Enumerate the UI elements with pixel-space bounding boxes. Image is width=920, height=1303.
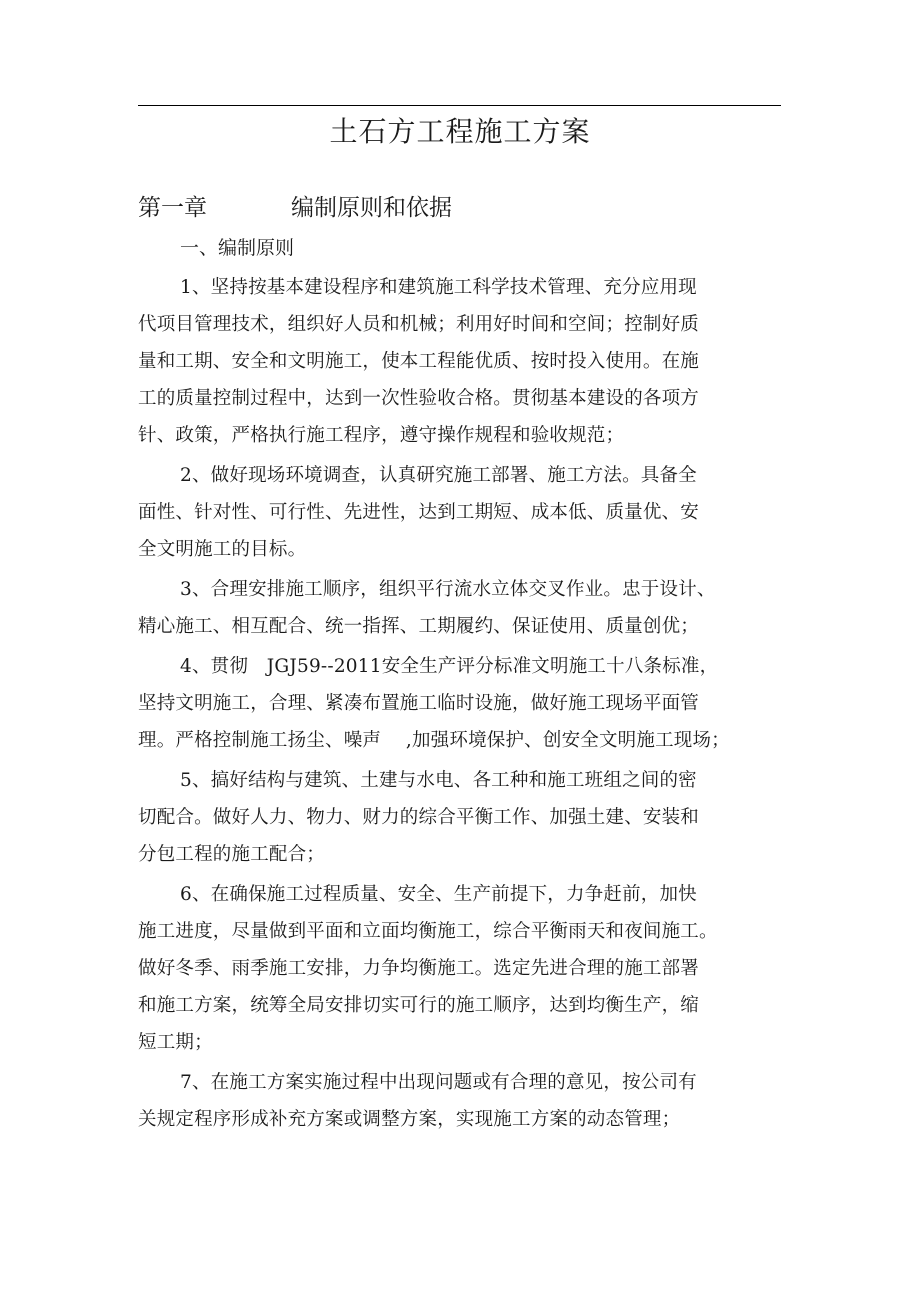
paragraph-line: 做好冬季、雨季施工安排，力争均衡施工。选定先进合理的施工部署 <box>138 958 700 979</box>
paragraph-line: 针、政策，严格执行施工程序，遵守操作规程和验收规范； <box>138 425 625 446</box>
paragraph-line: 5、搞好结构与建筑、土建与水电、各工种和施工班组之间的密 <box>180 770 697 791</box>
paragraph-line: 量和工期、安全和文明施工，使本工程能优质、按时投入使用。在施 <box>138 351 700 372</box>
paragraph-7 <box>138 1064 781 1138</box>
paragraph-line: 1、坚持按基本建设程序和建筑施工科学技术管理、充分应用现 <box>180 277 697 298</box>
paragraph-line: 和施工方案，统筹全局安排切实可行的施工顺序，达到均衡生产，缩 <box>138 995 700 1016</box>
paragraph-3 <box>138 571 781 645</box>
paragraph-line: 工的质量控制过程中，达到一次性验收合格。贯彻基本建设的各项方 <box>138 388 700 409</box>
document-body <box>138 269 781 1141</box>
paragraph-1 <box>138 269 781 454</box>
document-title: 土石方工程施工方案 <box>329 115 591 148</box>
paragraph-line: 3、合理安排施工顺序，组织平行流水立体交叉作业。忠于设计、 <box>180 579 716 600</box>
paragraph-line: 精心施工、相互配合、统一指挥、工期履约、保证使用、质量创优； <box>138 616 700 637</box>
paragraph-line: 4、贯彻 JGJ59--2011安全生产评分标准文明施工十八条标准， <box>180 656 719 677</box>
section-heading: 一、编制原则 <box>180 237 295 259</box>
paragraph-line: 代项目管理技术，组织好人员和机械；利用好时间和空间；控制好质 <box>138 314 700 335</box>
paragraph-2 <box>138 457 781 568</box>
chapter-heading <box>138 190 452 226</box>
header-rule <box>138 105 781 106</box>
chapter-number: 第一章 <box>138 195 207 221</box>
paragraph-line: 短工期； <box>138 1032 213 1053</box>
paragraph-5 <box>138 762 781 873</box>
paragraph-line: 7、在施工方案实施过程中出现问题或有合理的意见，按公司有 <box>180 1072 697 1093</box>
paragraph-line: 面性、针对性、可行性、先进性，达到工期短、成本低、质量优、安 <box>138 502 700 523</box>
paragraph-6 <box>138 876 781 1061</box>
paragraph-4 <box>138 648 781 759</box>
paragraph-line: 全文明施工的目标。 <box>138 539 307 560</box>
paragraph-line: 坚持文明施工，合理、紧凑布置施工临时设施，做好施工现场平面管 <box>138 693 700 714</box>
paragraph-line: 6、在确保施工过程质量、安全、生产前提下，力争赶前，加快 <box>180 884 697 905</box>
paragraph-line: 施工进度，尽量做到平面和立面均衡施工，综合平衡雨天和夜间施工。 <box>138 921 718 942</box>
paragraph-line: 关规定程序形成补充方案或调整方案，实现施工方案的动态管理； <box>138 1109 681 1130</box>
chapter-title: 编制原则和依据 <box>291 195 452 221</box>
paragraph-line: 2、做好现场环境调查，认真研究施工部署、施工方法。具备全 <box>180 465 697 486</box>
paragraph-line: 切配合。做好人力、物力、财力的综合平衡工作、加强土建、安装和 <box>138 807 700 828</box>
paragraph-line: 分包工程的施工配合； <box>138 844 326 865</box>
paragraph-line: 理。严格控制施工扬尘、噪声 ,加强环境保护、创安全文明施工现场； <box>138 730 730 751</box>
